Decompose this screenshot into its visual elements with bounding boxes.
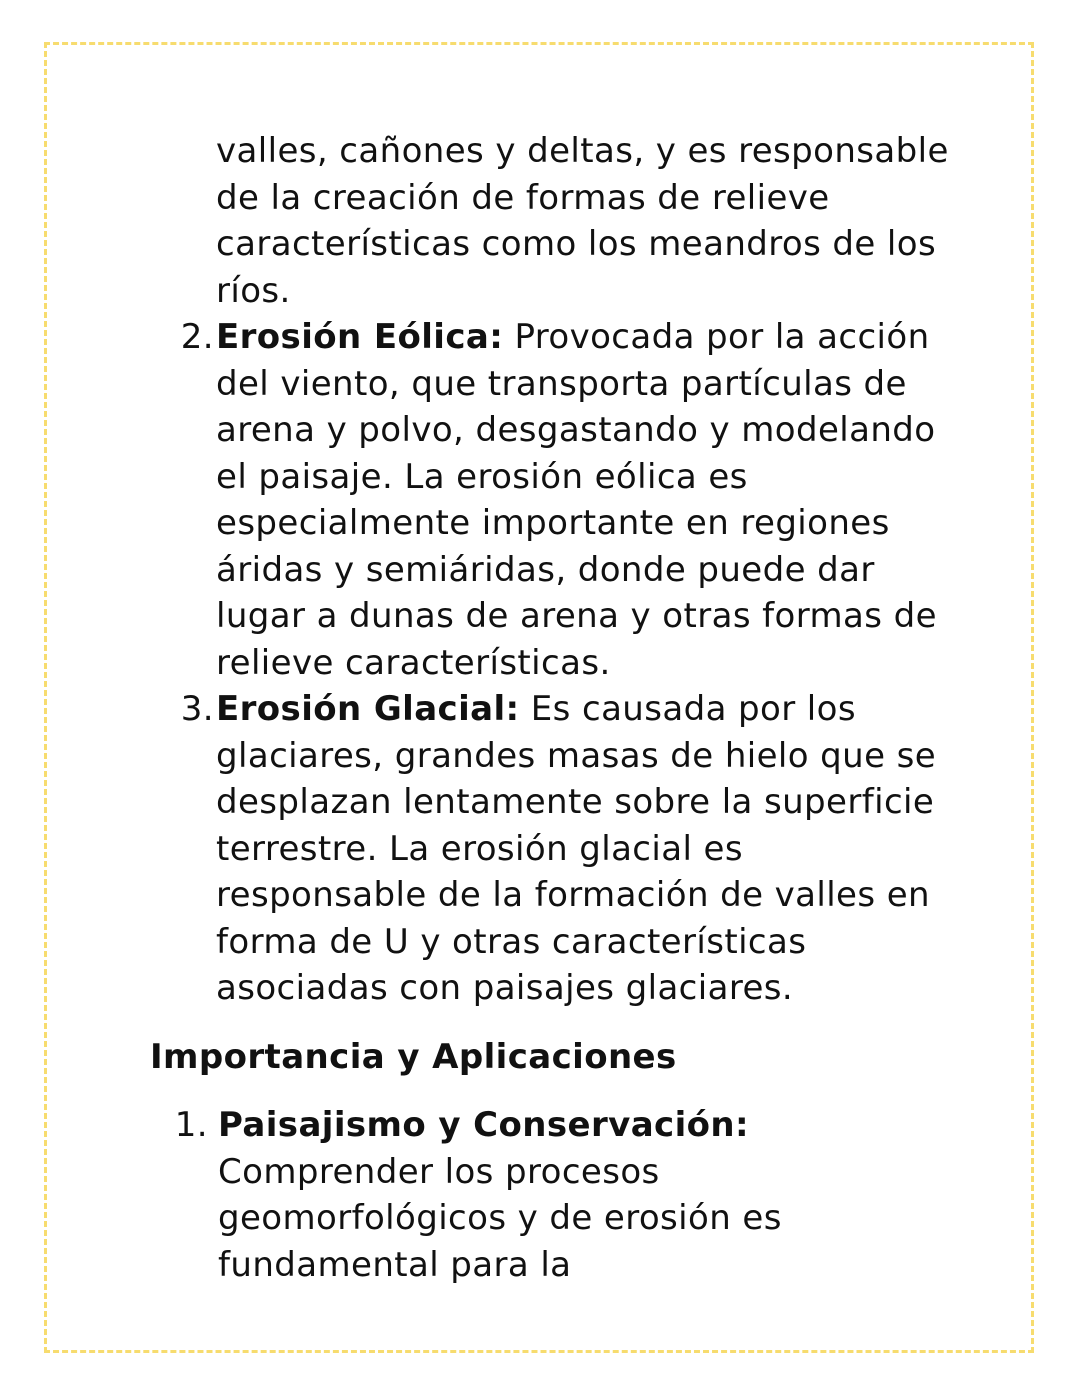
list-item-text: [214, 314, 950, 686]
section-heading: Importancia y Aplicaciones: [150, 1036, 677, 1077]
list-number: 3.: [180, 689, 214, 729]
list-number: 2.: [180, 317, 214, 357]
description-paisajismo: Comprender los procesos geomorfológicos y de erosión es fundamental para la: [218, 1151, 782, 1285]
term-erosion-glacial: Erosión Glacial:: [216, 689, 520, 729]
list-item-paisajismo: [150, 1102, 950, 1288]
list-item-text: [214, 686, 950, 1012]
list-item-erosion-glacial: [150, 686, 950, 1012]
document-content: [150, 128, 950, 1288]
term-erosion-eolica: Erosión Eólica:: [216, 317, 504, 357]
description-erosion-glacial: Es causada por los glaciares, grandes masas de hielo que se desplazan lentamente sobre la superficie terrestre. La erosión glacial es responsable de la formación de valles en forma de U y otras características asociadas con paisajes glaciares.: [216, 689, 937, 1008]
term-paisajismo: Paisajismo y Conservación:: [218, 1105, 750, 1145]
continuation-paragraph: valles, cañones y deltas, y es responsable de la creación de formas de relieve características como los meandros de los ríos.: [216, 131, 949, 311]
list-item-text: [216, 1102, 950, 1288]
description-erosion-eolica: Provocada por la acción del viento, que transporta partículas de arena y polvo, desgastando y modelando el paisaje. La erosión eólica es especialmente importante en regiones áridas y semiáridas, donde puede dar lugar a dunas de arena y otras formas de relieve características.: [216, 317, 937, 683]
list-number: 1.: [174, 1105, 208, 1145]
list-item-erosion-eolica: [150, 314, 950, 686]
